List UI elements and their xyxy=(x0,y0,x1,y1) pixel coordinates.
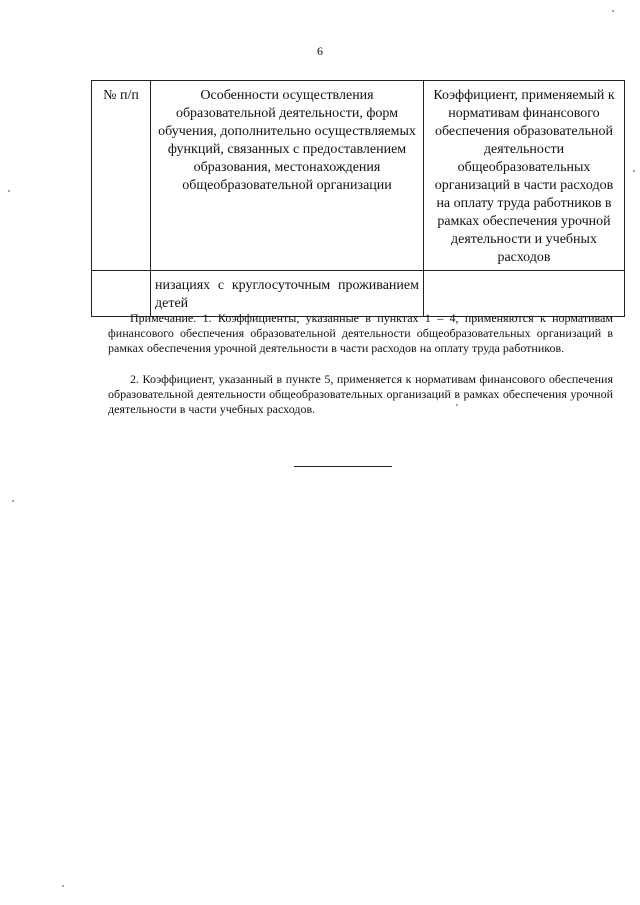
row-features-cell: низациях с круглосуточным проживанием детей xyxy=(151,271,424,317)
header-coefficient-cell: Коэффициент, применяемый к нормативам финансового обеспечения образовательной деятельности общеобразовательных организаций в части расходов на оплату труда работников в рамках обеспечения урочной деятельности и учебных расходов xyxy=(424,81,625,271)
scan-speck xyxy=(612,10,614,12)
note-2 xyxy=(108,372,613,417)
note-1-text: Примечание. 1. Коэффициенты, указанные в пунктах 1 – 4, применяются к нормативам финансового обеспечения образовательной деятельности общеобразовательных организаций в рамках обеспечения урочной деятельности в части расходов на оплату труда работников. xyxy=(108,311,613,355)
header-features-cell: Особенности осуществления образовательной деятельности, форм обучения, дополнительно осуществляемых функций, связанных с предоставлением образования, местонахождения общеобразовательной организации xyxy=(151,81,424,271)
table-row xyxy=(92,271,625,317)
scan-speck xyxy=(12,500,14,502)
page-number: 6 xyxy=(317,44,323,58)
note-2-text: 2. Коэффициент, указанный в пункте 5, применяется к нормативам финансового обеспечения образовательной деятельности общеобразовательных организаций в рамках обеспечения урочной деятельности в части учебных расходов. xyxy=(108,372,613,416)
scan-speck xyxy=(8,190,10,192)
table-header-row xyxy=(92,81,625,271)
separator-line xyxy=(294,466,392,467)
note-1 xyxy=(108,311,613,356)
scan-speck xyxy=(456,404,458,406)
row-num-cell xyxy=(92,271,151,317)
header-num-cell: № п/п xyxy=(92,81,151,271)
scan-speck xyxy=(62,885,64,887)
row-coefficient-cell xyxy=(424,271,625,317)
scan-speck xyxy=(633,170,635,172)
coefficients-table xyxy=(91,80,625,317)
